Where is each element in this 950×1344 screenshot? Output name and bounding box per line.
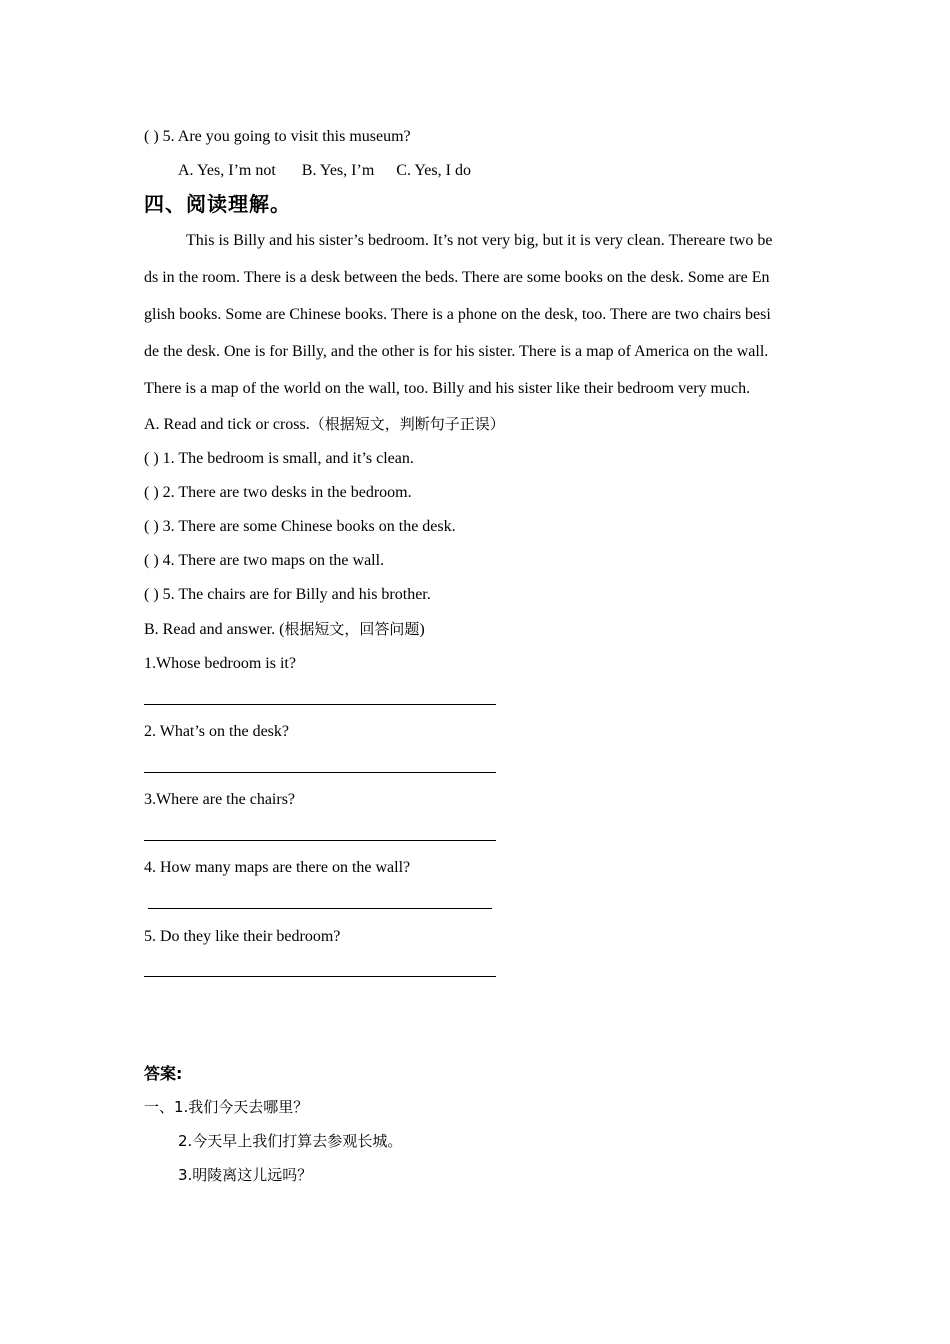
part-a-instruction — [144, 414, 505, 435]
passage-line-2: ds in the room. There is a desk between the beds. There are some books on the desk. Some are En — [144, 269, 770, 286]
answer-line-1[interactable] — [144, 704, 496, 705]
part-b-instruction-cn: 根据短文，回答问题 — [284, 620, 420, 638]
tf-item-1: ( ) 1. The bedroom is small, and it’s clean. — [144, 450, 414, 467]
mc-question-5: ( ) 5. Are you going to visit this museum? — [144, 128, 411, 145]
part-a-instruction-cn: （根据短文，判断句子正误） — [309, 415, 505, 433]
passage-line-1: This is Billy and his sister’s bedroom. It’s not very big, but it is very clean. Thereare two be — [186, 232, 773, 249]
question-1: 1.Whose bedroom is it? — [144, 655, 296, 672]
question-5: 5. Do they like their bedroom? — [144, 928, 341, 945]
answer-item-3: 3.明陵离这儿远吗？ — [178, 1166, 313, 1184]
tf-item-5: ( ) 5. The chairs are for Billy and his brother. — [144, 586, 431, 603]
mc-options — [178, 161, 471, 181]
mc-option-a: A. Yes, I’m not — [178, 162, 276, 179]
tf-item-2: ( ) 2. There are two desks in the bedroom. — [144, 484, 412, 501]
tf-item-4: ( ) 4. There are two maps on the wall. — [144, 552, 385, 569]
answer-line-5[interactable] — [144, 976, 496, 977]
passage-line-3: glish books. Some are Chinese books. There is a phone on the desk, too. There are two chairs besi — [144, 306, 771, 323]
passage-line-5: There is a map of the world on the wall, too. Billy and his sister like their bedroom very much. — [144, 380, 751, 397]
mc-option-c: C. Yes, I do — [396, 162, 471, 179]
part-b-instruction-en: B. Read and answer. ( — [144, 621, 285, 638]
passage-line-4: de the desk. One is for Billy, and the other is for his sister. There is a map of America on the wall. — [144, 343, 769, 360]
answers-title: 答案: — [144, 1064, 183, 1083]
answer-item-2: 2.今天早上我们打算去参观长城。 — [178, 1132, 403, 1150]
answer-item-1: 一、1.我们今天去哪里？ — [144, 1098, 309, 1116]
answer-line-2[interactable] — [144, 772, 496, 773]
question-4: 4. How many maps are there on the wall? — [144, 859, 411, 876]
tf-item-3: ( ) 3. There are some Chinese books on the desk. — [144, 518, 456, 535]
answer-line-4[interactable] — [148, 908, 492, 909]
question-2: 2. What’s on the desk? — [144, 723, 290, 740]
section-heading: 四、阅读理解。 — [144, 192, 291, 216]
part-b-instruction — [144, 619, 425, 640]
part-b-instruction-end: ) — [419, 621, 425, 638]
mc-option-b: B. Yes, I’m — [301, 162, 375, 179]
question-3: 3.Where are the chairs? — [144, 791, 296, 808]
answer-line-3[interactable] — [144, 840, 496, 841]
part-a-instruction-en: A. Read and tick or cross. — [144, 416, 310, 433]
